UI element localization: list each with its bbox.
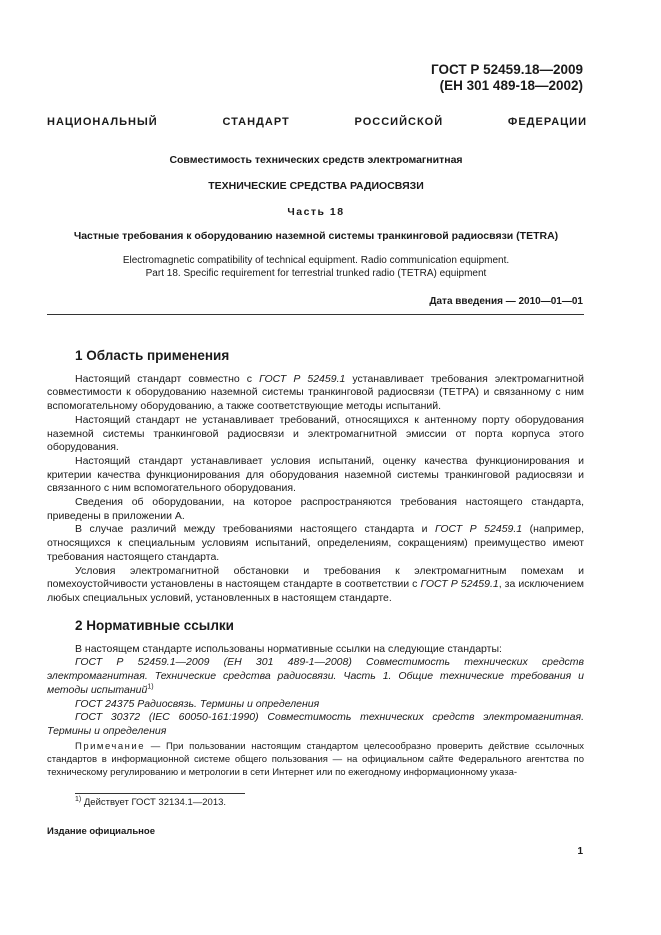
paragraph: В настоящем стандарте использованы нормативные ссылки на следующие стандарты: [75,642,502,655]
reference-item: ГОСТ 30372 (IEC 60050-161:1990) Совместимость технических средств электромагнитная. Термины и определения [47,711,584,737]
en-code: (ЕН 301 489-18—2002) [439,78,583,93]
part-label: Часть 18 [287,206,345,218]
edition-label: Издание официальное [47,826,155,837]
paragraph: Настоящий стандарт устанавливает условия испытаний, оценку качества функционирования и критерии качества функционирования для оборудования наземной системы транкинговой радиосвязи и связанного с ним вспомогательного оборудования. [47,454,584,495]
english-title-1: Electromagnetic compatibility of technical equipment. Radio communication equipment. [122,255,510,266]
intro-date: Дата введения — 2010—01—01 [429,296,583,307]
note [47,740,584,779]
title-line-3: Частные требования к оборудованию наземной системы транкинговой радиосвязи (TETRA) [73,230,559,242]
note-label: Примечание [75,741,145,752]
divider [47,314,584,315]
section-2 [47,619,584,739]
ref-link: ГОСТ Р 52459.1 [420,578,499,591]
title-line-1: Совместимость технических средств электромагнитная [169,154,463,166]
reference-item: ГОСТ 24375 Радиосвязь. Термины и определения [75,697,320,710]
paragraph: Настоящий стандарт не устанавливает требований, относящихся к антенному порту оборудования наземной системы транкинговой радиосвязи и электромагнитной эмиссии от порта корпуса этого оборудования. [47,413,584,454]
paragraph: Настоящий стандарт совместно с ГОСТ Р 52459.1 устанавливает требования электромагнитной совместимости к оборудованию наземной системы транкинговой радиосвязи (ТЕТРА) и связанному с ним вспомогательному оборудованию, а также соответствующие методы испытаний. [47,372,584,413]
title-line-2: ТЕХНИЧЕСКИЕ СРЕДСТВА РАДИОСВЯЗИ [208,180,424,192]
section-2-heading: 2 Нормативные ссылки [75,618,234,633]
note-text: — При пользовании настоящим стандартом целесообразно проверить действие ссылочных стандартов в информационной системе общего пользования — на официальном сайте Федерального агентства по техническому регулированию и метрологии в сети Интернет или по ежегодному информационному указа- [47,741,584,778]
paragraph: Условия электромагнитной обстановки и требования к электромагнитным помехам и помехоустойчивости установлены в настоящем стандарте в соответствии с ГОСТ Р 52459.1, за исключением любых специальных условий, установленных в настоящем стандарте. [47,564,584,604]
ref-link: ГОСТ Р 52459.1 [259,372,346,385]
footnote: $^{1)}$ Действует ГОСТ 32134.1—2013. [75,795,227,808]
page-number: 1 [577,846,583,857]
paragraph: Сведения об оборудовании, на которое распространяются требования настоящего стандарта, приведены в приложении А. [47,496,584,522]
section-1-heading: 1 Область применения [75,348,230,363]
english-title-2: Part 18. Specific requirement for terrestrial trunked radio (TETRA) equipment [145,268,487,279]
national-standard-banner: НАЦИОНАЛЬНЫЙ СТАНДАРТ РОССИЙСКОЙ ФЕДЕРАЦИИ [47,116,587,128]
footnote-divider [75,793,245,794]
gost-code: ГОСТ Р 52459.18—2009 [431,62,583,77]
reference-item: ГОСТ Р 52459.1—2009 (ЕН 301 489-1—2008) Совместимость технических средств электромагнитная. Технические средства радиосвязи. Часть 1. Общие технические требования и методы испытаний$^{1)}$ [47,656,584,696]
ref-link: ГОСТ Р 52459.1 [435,523,523,536]
section-1 [47,349,584,606]
document-code [431,62,583,94]
paragraph: В случае различий между требованиями настоящего стандарта и ГОСТ Р 52459.1 (например, относящихся к специальным условиям испытаний, определениям, сокращениям) преимущество имеют требования настоящего стандарта. [47,523,584,563]
